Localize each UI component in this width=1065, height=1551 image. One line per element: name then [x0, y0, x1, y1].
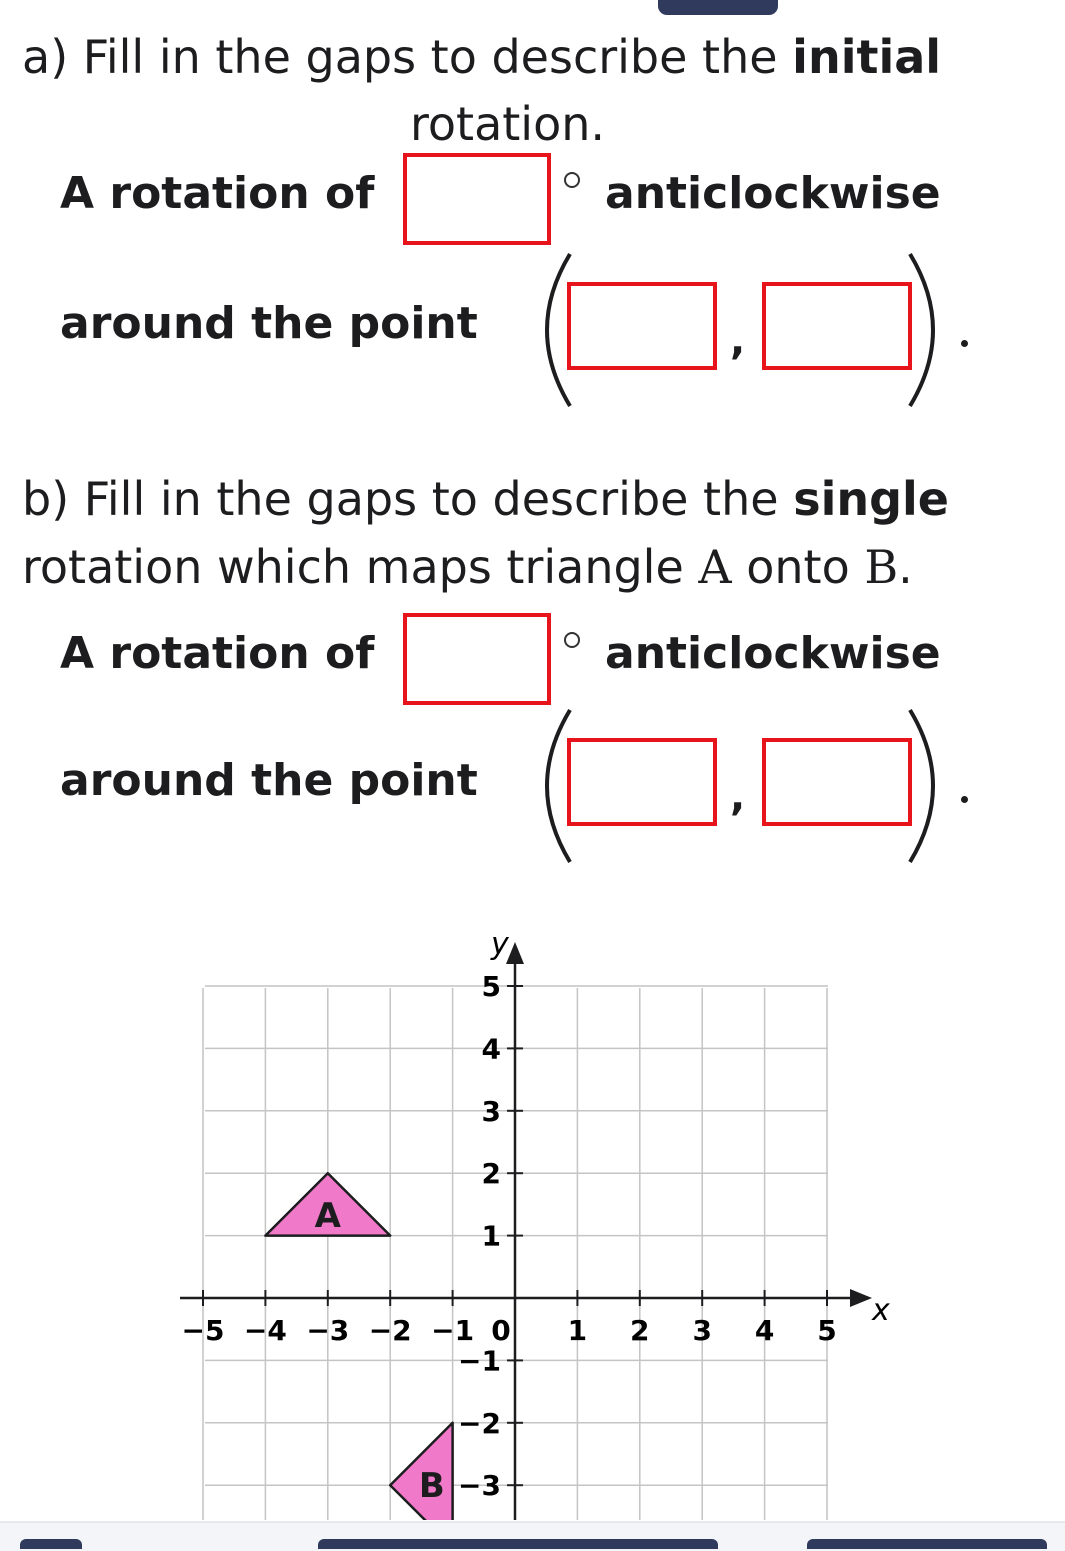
part-a-heading-line2: rotation. [410, 97, 606, 151]
x-tick-label: −2 [368, 1314, 412, 1347]
top-handle [658, 0, 778, 15]
part-a-direction: anticlockwise [605, 168, 941, 219]
toolbar-tab[interactable] [807, 1539, 1047, 1549]
part-b-angle-box[interactable] [403, 613, 551, 705]
x-tick-label: 0 [491, 1314, 511, 1347]
coordinate-grid [0, 920, 1065, 1520]
part-b-x-box[interactable] [567, 738, 717, 826]
x-tick-label: 1 [567, 1314, 588, 1347]
triangle-label-b: B [418, 1466, 445, 1507]
y-tick-label: 1 [481, 1219, 501, 1253]
x-tick-label: −5 [181, 1314, 225, 1347]
x-axis-label: x [872, 1293, 890, 1328]
part-b-rotation-label: A rotation of [60, 628, 375, 679]
part-a-heading-line1: a) Fill in the gaps to describe the initial [22, 30, 942, 84]
part-b-heading-line2: rotation which maps triangle A onto B. [22, 540, 913, 594]
triangle-label-a: A [314, 1195, 341, 1236]
part-a-point-label: around the point [60, 298, 478, 349]
comma: , [730, 318, 746, 364]
x-tick-label: 2 [630, 1314, 650, 1347]
x-axis-arrow [850, 1289, 872, 1307]
part-b-y-box[interactable] [762, 738, 912, 826]
part-b-point-label: around the point [60, 755, 478, 806]
right-parenthesis [900, 706, 960, 866]
full-stop [961, 340, 968, 347]
toolbar-tab[interactable] [318, 1539, 718, 1549]
right-parenthesis [900, 250, 960, 410]
y-tick-label: 3 [481, 1094, 501, 1128]
x-tick-label: 3 [692, 1314, 712, 1347]
part-a-rotation-label: A rotation of [60, 168, 375, 219]
y-tick-label: −3 [458, 1469, 501, 1503]
part-a-x-box[interactable] [567, 282, 717, 370]
degree-symbol [564, 632, 580, 648]
y-tick-label: 4 [481, 1032, 501, 1066]
y-tick-label: 5 [481, 970, 501, 1003]
y-tick-label: −1 [458, 1344, 501, 1378]
part-a-angle-box[interactable] [403, 153, 551, 245]
x-tick-label: −4 [243, 1314, 287, 1347]
x-tick-label: −1 [431, 1314, 475, 1347]
part-b-direction: anticlockwise [605, 628, 941, 679]
full-stop [961, 796, 968, 803]
degree-symbol [564, 172, 580, 188]
y-tick-label: 2 [481, 1157, 501, 1191]
part-a-y-box[interactable] [762, 282, 912, 370]
x-tick-label: −3 [306, 1314, 350, 1347]
y-axis-label: y [491, 927, 509, 962]
part-b-heading-line1: b) Fill in the gaps to describe the single [22, 472, 949, 526]
x-tick-label: 4 [754, 1314, 775, 1347]
y-tick-label: −2 [458, 1406, 501, 1440]
toolbar-tab[interactable] [20, 1539, 82, 1549]
x-tick-label: 5 [817, 1314, 837, 1347]
comma: , [730, 774, 746, 820]
